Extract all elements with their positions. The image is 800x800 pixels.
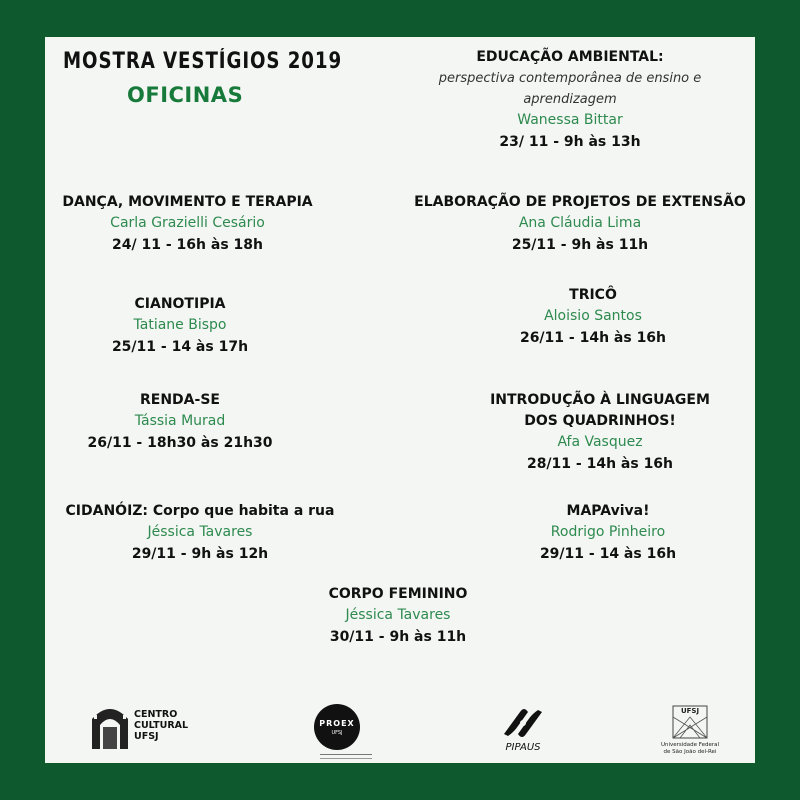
poster-title: MOSTRA VESTÍGIOS 2019 — [63, 49, 343, 74]
workshop-name: EDUCAÇÃO AMBIENTAL: — [476, 49, 664, 65]
workshop-facilitator: Carla Grazielli Cesário — [110, 215, 265, 231]
workshop-name: DOS QUADRINHOS! — [524, 413, 676, 429]
workshop-name: INTRODUÇÃO À LINGUAGEM — [490, 392, 710, 408]
proex-logo — [310, 704, 382, 764]
workshop-name: CIDANÓIZ: Corpo que habita a rua — [65, 503, 335, 519]
proex-name: PROEX — [319, 719, 355, 728]
workshop-quadrinhos — [470, 390, 730, 476]
ufsj-text: de São João del-Rei — [663, 749, 717, 755]
workshop-name: CIANOTIPIA — [134, 296, 226, 312]
workshop-educacao-ambiental — [415, 47, 725, 154]
workshop-date: 26/11 - 14h às 16h — [519, 330, 667, 346]
pipaus-text: PIPAUS — [505, 742, 541, 753]
workshop-facilitator: Rodrigo Pinheiro — [550, 524, 666, 540]
workshop-cidanoiz — [50, 501, 350, 566]
logo-text: CULTURAL — [134, 720, 189, 731]
workshop-date: 28/11 - 14h às 16h — [526, 456, 674, 472]
workshop-date: 30/11 - 9h às 11h — [329, 629, 467, 645]
workshop-name: RENDA-SE — [140, 392, 220, 408]
workshop-name: MAPAviva! — [566, 503, 650, 519]
workshop-description: aprendizagem — [523, 92, 617, 107]
ufsj-text: Universidade Federal — [660, 742, 720, 748]
pipaus-mark-icon — [498, 704, 548, 742]
workshop-danca — [50, 192, 325, 257]
workshop-date: 26/11 - 18h30 às 21h30 — [87, 435, 273, 451]
workshop-cianotipia — [80, 294, 280, 359]
ufsj-logo — [655, 705, 725, 763]
workshop-name: ELABORAÇÃO DE PROJETOS DE EXTENSÃO — [414, 194, 746, 210]
workshop-description: perspectiva contemporânea de ensino e — [438, 71, 702, 86]
workshop-facilitator: Jéssica Tavares — [147, 524, 253, 540]
workshop-date: 23/ 11 - 9h às 13h — [499, 134, 641, 150]
workshop-name: TRICÔ — [569, 287, 617, 303]
workshop-date: 24/ 11 - 16h às 18h — [112, 237, 263, 253]
workshop-facilitator: Afa Vasquez — [557, 434, 643, 450]
logo-text: UFSJ — [134, 731, 159, 742]
workshop-name: DANÇA, MOVIMENTO E TERAPIA — [62, 194, 313, 210]
workshop-facilitator: Wanessa Bittar — [517, 112, 623, 128]
ufsj-mark-text: UFSJ — [680, 707, 700, 715]
logo-text: CENTRO — [134, 709, 178, 720]
workshop-projetos-extensao — [405, 192, 755, 257]
workshop-renda-se — [70, 390, 290, 455]
workshop-facilitator: Tássia Murad — [134, 413, 226, 429]
workshop-date: 29/11 - 14 às 16h — [539, 546, 677, 562]
arch-icon — [90, 705, 130, 749]
workshop-facilitator: Tatiane Bispo — [133, 317, 227, 333]
centro-cultural-logo — [90, 705, 200, 749]
workshop-date: 25/11 - 9h às 11h — [511, 237, 649, 253]
workshop-corpo-feminino — [298, 584, 498, 649]
workshop-date: 25/11 - 14 às 17h — [111, 339, 249, 355]
workshop-facilitator: Aloisio Santos — [544, 308, 642, 324]
workshop-facilitator: Ana Cláudia Lima — [518, 215, 642, 231]
poster-card — [45, 37, 755, 763]
workshop-name: CORPO FEMININO — [328, 586, 468, 602]
workshop-facilitator: Jéssica Tavares — [345, 607, 451, 623]
workshop-trico — [493, 285, 693, 350]
workshop-mapaviva — [508, 501, 708, 566]
poster-subtitle: OFICINAS — [127, 83, 244, 107]
pipaus-logo — [495, 704, 551, 760]
proex-sub: UFSJ — [331, 730, 343, 736]
workshop-date: 29/11 - 9h às 12h — [131, 546, 269, 562]
